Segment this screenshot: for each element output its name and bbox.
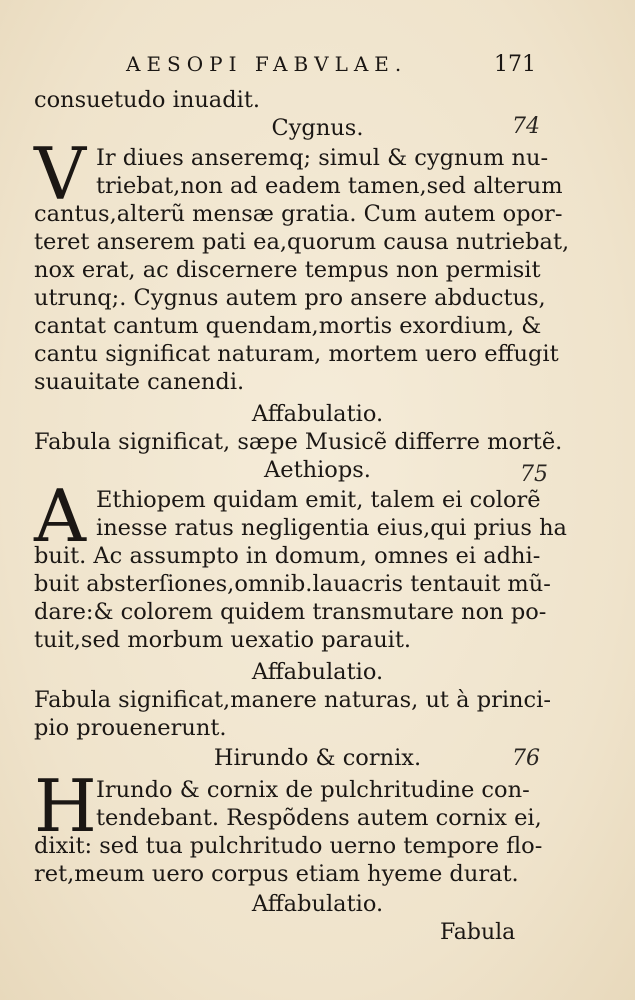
dropcap-a: A <box>34 474 86 558</box>
fable-title-hirundo: Hirundo & cornix. <box>213 745 422 771</box>
text-line: tuit,sed morbum uexatio parauit. <box>34 627 412 653</box>
text-line: tendebant. Respõdens autem cornix ei, <box>96 805 542 831</box>
margin-fable-number: 75 <box>520 462 548 487</box>
text-line: consuetudo inuadit. <box>34 87 261 113</box>
text-line: suauitate canendi. <box>34 369 245 395</box>
text-line: cantat cantum quendam,mortis exordium, & <box>34 313 542 339</box>
running-title: AESOPI FABVLAE. <box>126 52 408 76</box>
text-line: nox erat, ac discernere tempus non permisit <box>34 257 541 283</box>
text-line: Ethiopem quidam emit, talem ei colorẽ <box>96 487 541 513</box>
margin-fable-number: 74 <box>512 114 540 139</box>
text-line: dixit: sed tua pulchritudo uerno tempore flo- <box>34 833 543 859</box>
affabulatio-heading: Affabulatio. <box>251 659 384 685</box>
text-line: utrunq;. Cygnus autem pro ansere abductus, <box>34 285 546 311</box>
text-line: Irundo & cornix de pulchritudine con- <box>96 777 530 803</box>
text-line: cantus,alterũ mensæ gratia. Cum autem opor- <box>34 201 563 227</box>
text-line: teret anserem pati ea,quorum causa nutriebat, <box>34 229 570 255</box>
text-line: dare:& colorem quidem transmutare non po- <box>34 599 547 625</box>
affabulatio-heading: Affabulatio. <box>251 891 384 917</box>
text-line: triebat,non ad eadem tamen,sed alterum <box>96 173 563 199</box>
fable-title-cygnus: Cygnus. <box>271 115 364 141</box>
text-line: pio prouenerunt. <box>34 715 227 741</box>
text-line: Fabula significat,manere naturas, ut à princi- <box>34 687 551 713</box>
text-line: buit absterſiones,omnib.lauacris tentauit mũ- <box>34 571 551 597</box>
text-line: buit. Ac assumpto in domum, omnes ei adhi- <box>34 543 541 569</box>
dropcap-h: H <box>34 764 97 848</box>
margin-fable-number: 76 <box>512 746 540 771</box>
page-number: 171 <box>494 52 536 77</box>
text-line: Fabula significat, sæpe Musicẽ differre mortẽ. <box>34 429 563 455</box>
catchword: Fabula <box>440 920 516 945</box>
text-line: inesse ratus negligentia eius,qui prius ha <box>96 515 567 541</box>
fable-title-aethiops: Aethiops. <box>264 457 371 483</box>
text-line: cantu significat naturam, mortem uero effugit <box>34 341 559 367</box>
affabulatio-heading: Affabulatio. <box>251 401 384 427</box>
dropcap-v: V <box>34 132 86 216</box>
text-line: Ir diues anseremq; simul & cygnum nu- <box>96 145 549 171</box>
text-line: ret,meum uero corpus etiam hyeme durat. <box>34 861 519 887</box>
